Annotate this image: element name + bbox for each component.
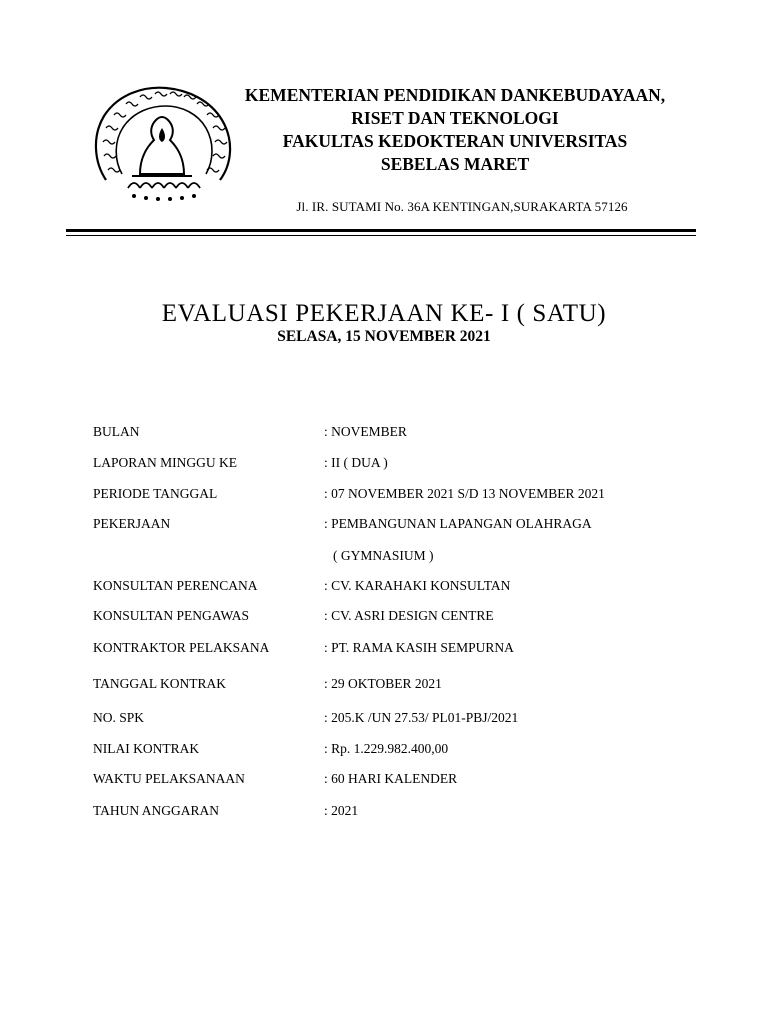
detail-label: KONSULTAN PERENCANA — [93, 578, 258, 593]
detail-row-pekerjaan — [93, 515, 693, 533]
document-date: SELASA, 15 NOVEMBER 2021 — [277, 328, 491, 345]
detail-value: : NOVEMBER — [324, 424, 407, 439]
detail-value: : CV. KARAHAKI KONSULTAN — [324, 578, 511, 593]
detail-label: TANGGAL KONTRAK — [93, 676, 227, 691]
detail-label: KONTRAKTOR PELAKSANA — [93, 640, 270, 655]
header-divider-thick — [66, 229, 696, 232]
detail-value: : II ( DUA ) — [324, 455, 388, 470]
ministry-name: KEMENTERIAN PENDIDIKAN DANKEBUDAYAAN, — [244, 85, 666, 105]
detail-row-tahun-anggaran — [93, 802, 693, 820]
header-divider-thin — [66, 235, 696, 236]
institution-address: Jl. IR. SUTAMI No. 36A KENTINGAN,SURAKARTA 57126 — [296, 199, 628, 214]
document-title: EVALUASI PEKERJAAN KE- I ( SATU) — [161, 300, 607, 327]
faculty-name: FAKULTAS KEDOKTERAN UNIVERSITAS — [282, 131, 628, 151]
detail-label: LAPORAN MINGGU KE — [93, 455, 237, 470]
detail-value: : 205.K /UN 27.53/ PL01-PBJ/2021 — [324, 710, 519, 725]
detail-value: : 2021 — [324, 803, 359, 818]
detail-row-periode — [93, 485, 693, 503]
detail-value: : 29 OKTOBER 2021 — [324, 676, 442, 691]
detail-row-laporan-minggu — [93, 454, 693, 472]
detail-row-waktu-pelaksanaan — [93, 770, 693, 788]
institution-header — [215, 84, 695, 176]
detail-label: BULAN — [93, 424, 140, 439]
ministry-name-2: RISET DAN TEKNOLOGI — [351, 108, 559, 128]
detail-row-kontraktor — [93, 639, 693, 657]
detail-label: TAHUN ANGGARAN — [93, 803, 220, 818]
detail-value-continuation: ( GYMNASIUM ) — [333, 548, 434, 563]
detail-row-tanggal-kontrak — [93, 675, 693, 693]
detail-row-no-spk — [93, 709, 693, 727]
detail-row-bulan — [93, 423, 693, 441]
detail-row-konsultan-perencana — [93, 577, 693, 595]
university-name: SEBELAS MARET — [380, 154, 530, 174]
detail-value: : PT. RAMA KASIH SEMPURNA — [324, 640, 514, 655]
detail-label: KONSULTAN PENGAWAS — [93, 608, 249, 623]
detail-value: : 07 NOVEMBER 2021 S/D 13 NOVEMBER 2021 — [324, 486, 605, 501]
detail-label: PEKERJAAN — [93, 516, 171, 531]
detail-label: NO. SPK — [93, 710, 145, 725]
detail-value: : Rp. 1.229.982.400,00 — [324, 741, 449, 756]
detail-label: WAKTU PELAKSANAAN — [93, 771, 245, 786]
detail-row-nilai-kontrak — [93, 740, 693, 758]
detail-value: : PEMBANGUNAN LAPANGAN OLAHRAGA — [324, 516, 592, 531]
detail-label: NILAI KONTRAK — [93, 741, 200, 756]
detail-row-konsultan-pengawas — [93, 607, 693, 625]
detail-label: PERIODE TANGGAL — [93, 486, 218, 501]
detail-value: : 60 HARI KALENDER — [324, 771, 458, 786]
detail-value: : CV. ASRI DESIGN CENTRE — [324, 608, 494, 623]
